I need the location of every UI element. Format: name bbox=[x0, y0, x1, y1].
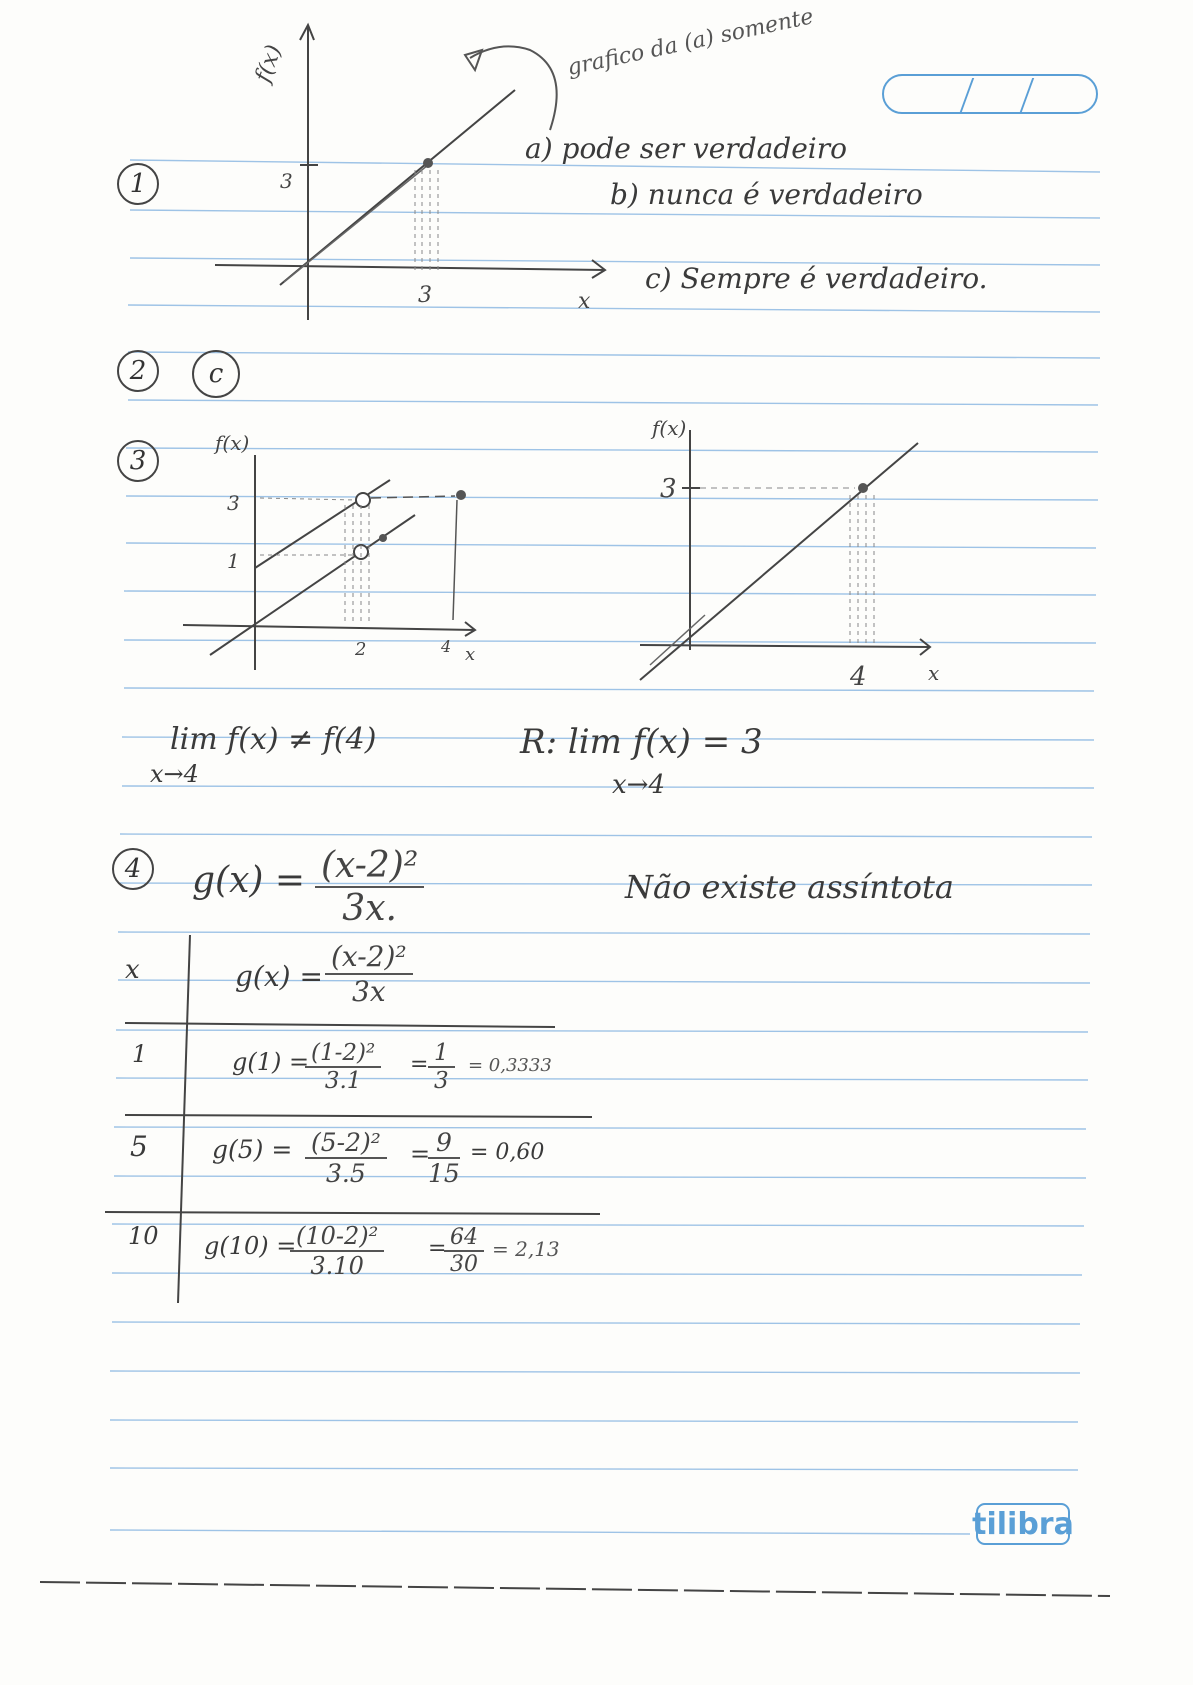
q4-conclusion: Não existe assíntota bbox=[625, 868, 954, 906]
q3l-x-label: x bbox=[465, 644, 476, 665]
q3l-x-axis bbox=[183, 625, 475, 630]
table-row-3-x: 10 bbox=[128, 1222, 159, 1250]
table-row-1-result: = 0,3333 bbox=[468, 1055, 552, 1076]
table-row-1-num: (1-2)² bbox=[305, 1040, 381, 1068]
table-row-3-den: 3.10 bbox=[310, 1252, 364, 1280]
question-number-2: 2 bbox=[117, 350, 159, 392]
q1-y-label: f(x) bbox=[250, 41, 288, 86]
q3r-point bbox=[858, 483, 868, 493]
q3r-tick-x4: 4 bbox=[850, 662, 867, 692]
q3-left-conclusion-sub: x→4 bbox=[150, 760, 199, 788]
question-number-1: 1 bbox=[117, 163, 159, 205]
table-header-num: (x-2)² bbox=[325, 940, 413, 975]
table-row-3-lhs: g(10) = bbox=[204, 1232, 297, 1260]
table-row-1-rnum: 1 bbox=[428, 1040, 455, 1068]
q4-func-den: 3x. bbox=[342, 888, 397, 929]
table-header-lhs: g(x) = bbox=[235, 960, 323, 993]
q3r-y-label: f(x) bbox=[652, 416, 687, 440]
table-row-3-num: (10-2)² bbox=[290, 1222, 384, 1252]
table-row-2-eq: = bbox=[410, 1140, 431, 1168]
q2-answer: c bbox=[192, 350, 240, 398]
q1-x-label: x bbox=[578, 289, 591, 314]
table-row-2-rnum: 9 bbox=[428, 1128, 460, 1159]
table-row-3-result-fraction bbox=[444, 1225, 484, 1277]
q3l-tick-y3: 3 bbox=[227, 491, 240, 515]
q3r-x-label: x bbox=[928, 661, 940, 685]
table-row-1-fraction bbox=[305, 1040, 381, 1094]
q3-left-conclusion: lim f(x) ≠ f(4) bbox=[170, 722, 377, 757]
question-number-4: 4 bbox=[112, 848, 154, 890]
table-row-2-fraction bbox=[305, 1128, 387, 1188]
q3l-tick-x2: 2 bbox=[355, 639, 367, 660]
q1-tick-x: 3 bbox=[418, 283, 432, 308]
q3l-tick-x4: 4 bbox=[441, 637, 452, 656]
table-row-1-x: 1 bbox=[132, 1040, 148, 1068]
date-box bbox=[882, 74, 1098, 114]
table-row-3-fraction bbox=[290, 1222, 384, 1280]
table-header-x: x bbox=[125, 955, 140, 985]
q3-right-conclusion-sub: x→4 bbox=[612, 770, 665, 800]
table-row-2-result-fraction bbox=[428, 1128, 460, 1188]
q4-func-lhs: g(x) = bbox=[192, 860, 306, 901]
table-row-1-result-fraction bbox=[428, 1040, 455, 1094]
table-row-1-rden: 3 bbox=[434, 1068, 449, 1094]
q4-func-fraction bbox=[315, 845, 424, 929]
q3l-tick-y1: 1 bbox=[227, 549, 240, 573]
table-row-2-den: 3.5 bbox=[326, 1159, 366, 1188]
table-header-fraction bbox=[325, 940, 413, 1008]
q1-answer-a: a) pode ser verdadeiro bbox=[525, 132, 847, 165]
q1-point bbox=[423, 158, 433, 168]
table-row-3-eq: = bbox=[428, 1236, 447, 1261]
q3r-tick-y3: 3 bbox=[660, 474, 677, 504]
q3r-x-axis bbox=[640, 645, 930, 647]
q1-tick-y: 3 bbox=[280, 169, 293, 193]
table-row-3-result: = 2,13 bbox=[492, 1237, 560, 1261]
q3r-line bbox=[640, 443, 918, 680]
q1-x-axis bbox=[215, 265, 605, 270]
table-row-2-result: = 0,60 bbox=[470, 1140, 545, 1165]
table-row-2-lhs: g(5) = bbox=[212, 1135, 293, 1164]
q1-answer-c: c) Sempre é verdadeiro. bbox=[645, 262, 988, 295]
q3l-y-label: f(x) bbox=[215, 431, 250, 455]
q3-right-graph bbox=[630, 415, 960, 705]
table-row-1-lhs: g(1) = bbox=[232, 1048, 310, 1076]
table-row-1-den: 3.1 bbox=[324, 1068, 362, 1094]
q3l-upper-line bbox=[255, 480, 390, 568]
q1-answer-b: b) nunca é verdadeiro bbox=[610, 178, 923, 211]
table-header-den: 3x bbox=[352, 975, 386, 1008]
question-number-3: 3 bbox=[117, 440, 159, 482]
q3-left-graph bbox=[175, 420, 505, 680]
table-row-1-eq: = bbox=[410, 1052, 429, 1077]
q3-right-conclusion: R: lim f(x) = 3 bbox=[520, 722, 763, 762]
q4-func-num: (x-2)² bbox=[315, 845, 424, 888]
table-row-2-x: 5 bbox=[130, 1130, 148, 1163]
table-row-3-rnum: 64 bbox=[444, 1225, 484, 1252]
table-row-2-rden: 15 bbox=[428, 1159, 460, 1188]
table-row-2-num: (5-2)² bbox=[305, 1128, 387, 1159]
table-row-3-rden: 30 bbox=[450, 1252, 478, 1277]
tilibra-logo: tilibra bbox=[976, 1503, 1070, 1545]
q1-annotation: grafico da (a) somente bbox=[565, 4, 816, 81]
